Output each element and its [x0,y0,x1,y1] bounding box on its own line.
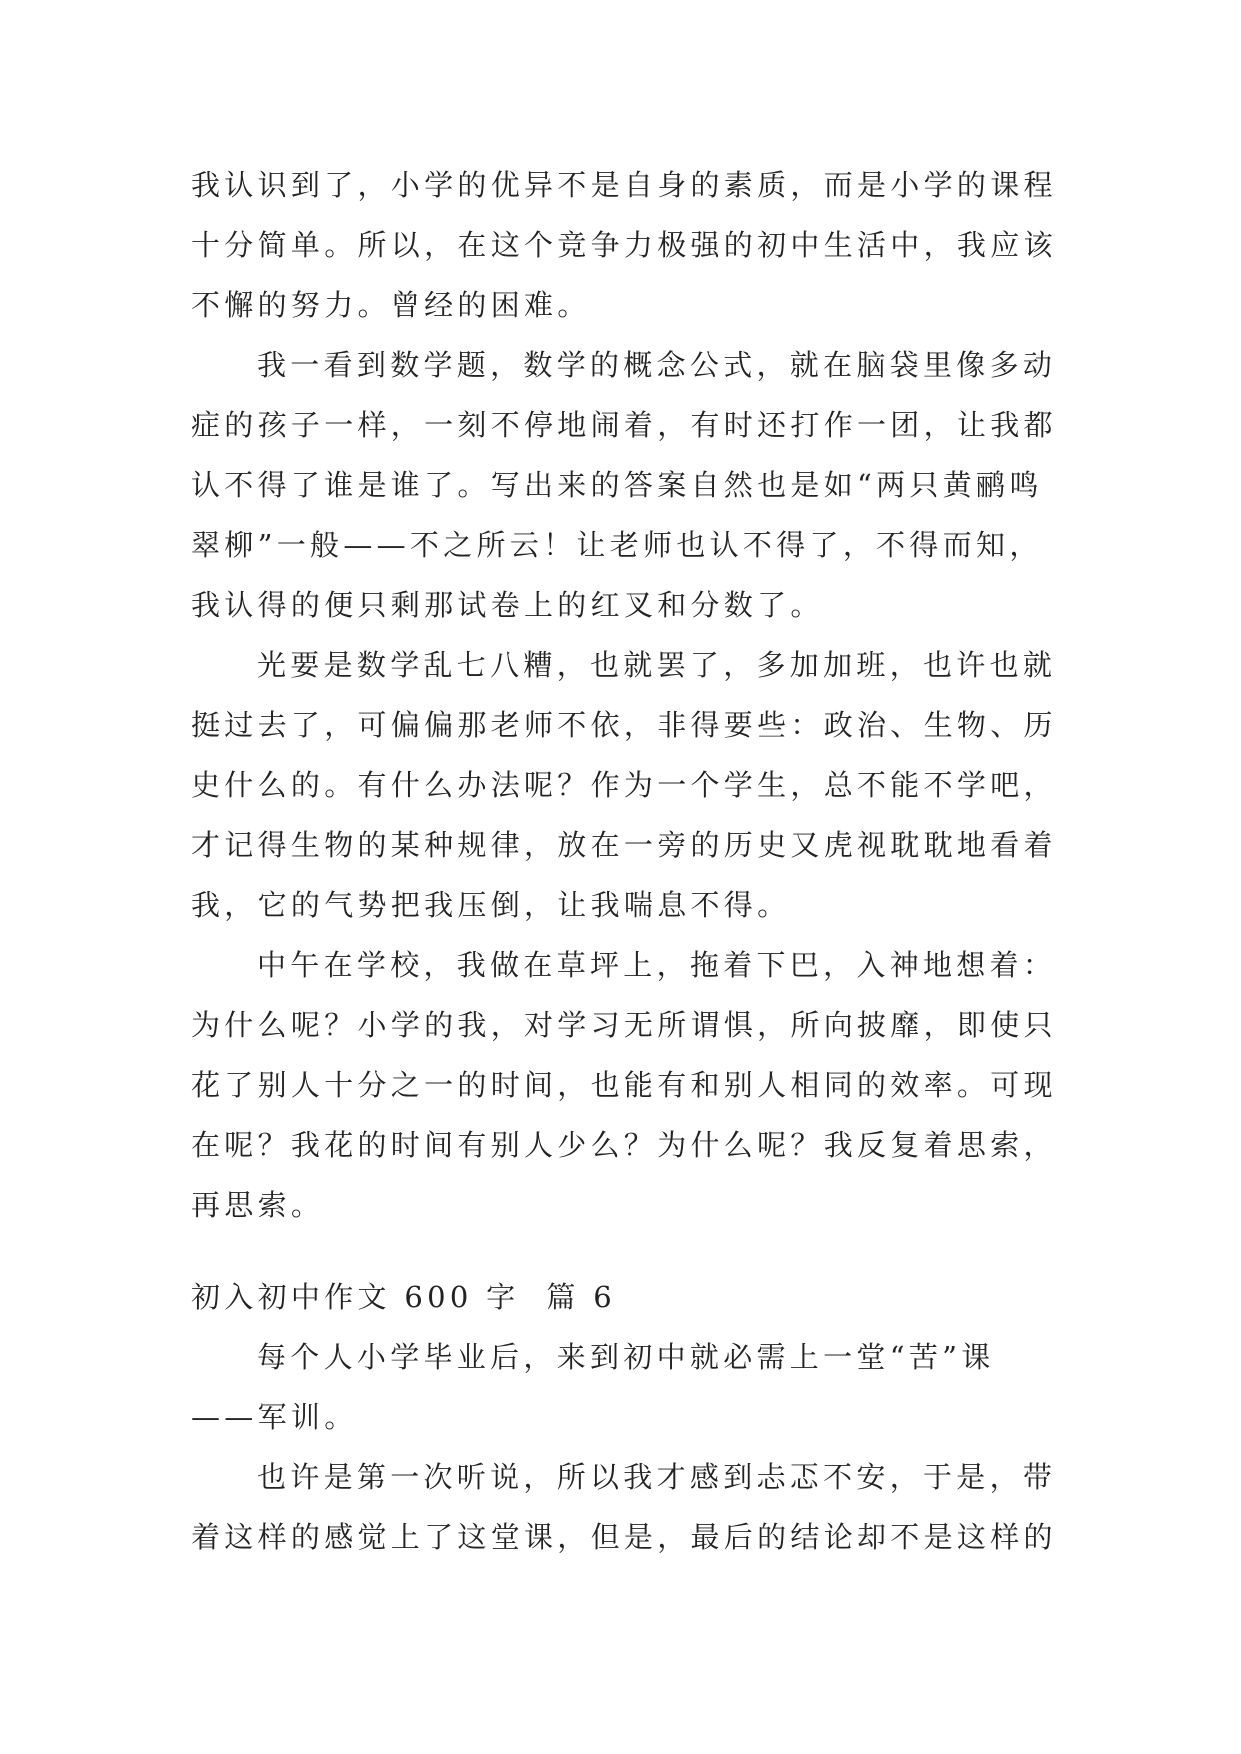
paragraph [191,635,1091,935]
text-line: 再思索。 [191,1188,325,1222]
paragraph [191,1447,1091,1567]
text-line: 认不得了谁是谁了。写出来的答案自然也是如“两只黄鹂鸣 [191,468,1043,502]
text-line: ——军训。 [191,1400,358,1434]
text-line: 在呢？我花的时间有别人少么？为什么呢？我反复着思索， [191,1128,1057,1162]
essay-title: 初入初中作文 600 字 篇 6 [191,1280,616,1314]
text-line: 症的孩子一样，一刻不停地闹着，有时还打作一团，让我都 [191,408,1057,442]
text-line: 我，它的气势把我压倒，让我喘息不得。 [191,888,791,922]
text-line: 每个人小学毕业后，来到初中就必需上一堂“苦”课 [257,1340,995,1374]
text-line: 十分简单。所以，在这个竞争力极强的初中生活中，我应该 [191,228,1057,262]
text-line: 史什么的。有什么办法呢？作为一个学生，总不能不学吧， [191,768,1057,802]
text-line: 不懈的努力。曾经的困难。 [191,288,591,322]
text-line: 才记得生物的某种规律，放在一旁的历史又虎视耽耽地看着 [191,828,1057,862]
text-line: 翠柳”一般——不之所云！让老师也认不得了，不得而知， [191,528,1043,562]
text-line: 为什么呢？小学的我，对学习无所谓惧，所向披靡，即使只 [191,1008,1057,1042]
paragraph [191,335,1091,635]
paragraph [191,935,1091,1235]
text-line: 我一看到数学题，数学的概念公式，就在脑袋里像多动 [257,348,1057,382]
text-line: 我认得的便只剩那试卷上的红叉和分数了。 [191,588,824,622]
text-line: 中午在学校，我做在草坪上，拖着下巴，入神地想着： [257,948,1057,982]
document-body [191,155,1091,1567]
text-line: 我认识到了，小学的优异不是自身的素质，而是小学的课程 [191,168,1057,202]
text-line: 挺过去了，可偏偏那老师不依，非得要些：政治、生物、历 [191,708,1057,742]
paragraph [191,1327,1091,1447]
text-line: 花了别人十分之一的时间，也能有和别人相同的效率。可现 [191,1068,1057,1102]
text-line: 着这样的感觉上了这堂课，但是，最后的结论却不是这样的 [191,1520,1057,1554]
text-line: 光要是数学乱七八糟，也就罢了，多加加班，也许也就 [257,648,1057,682]
text-line: 也许是第一次听说，所以我才感到忐忑不安，于是，带 [257,1460,1057,1494]
paragraph [191,155,1091,335]
